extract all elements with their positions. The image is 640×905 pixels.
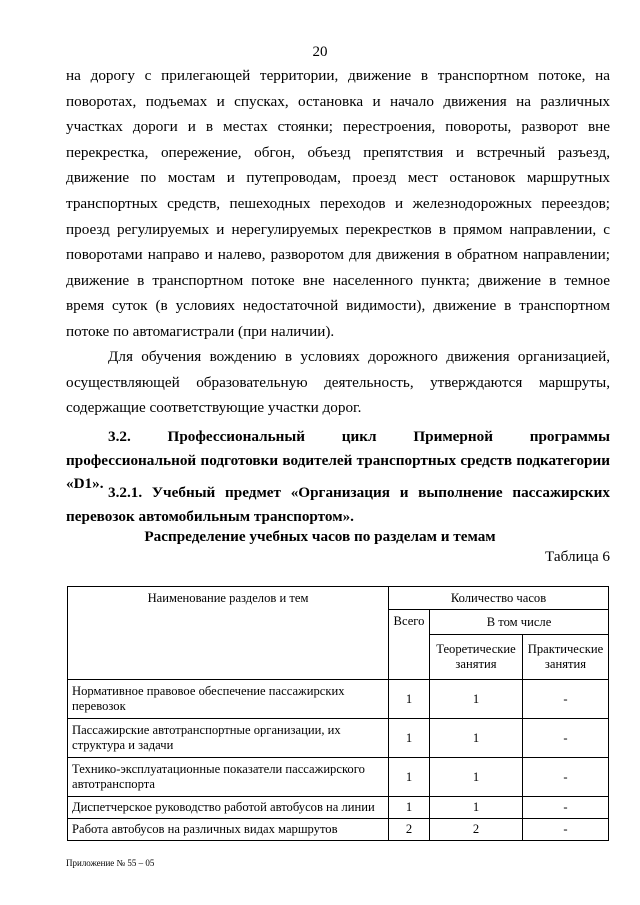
header-theory: Теоретические занятия: [430, 635, 523, 680]
header-total: Всего: [389, 610, 430, 680]
section-heading-3-2-1: 3.2.1. Учебный предмет «Организация и выполнение пассажирских перевозок автомобильным транспортом».: [66, 484, 610, 525]
row-practice: -: [523, 797, 609, 819]
header-hours: Количество часов: [389, 587, 609, 610]
table-row: [68, 797, 609, 819]
table-row: [68, 819, 609, 841]
row-topic-name: Пассажирские автотранспортные организации, их структура и задачи: [68, 719, 389, 758]
row-total: 2: [389, 819, 430, 841]
paragraph-driving-conditions: на дорогу с прилегающей территории, движение в транспортном потоке, на поворотах, подъемах и спусках, остановка и начало движения на различных участках дороги и в местах стоянки; перестроения, повороты, разворот вне перекрестка, опережение, обгон, объезд препятствия и встречный разъезд, движение по мостам и путепроводам, проезд мест остановок маршрутных транспортных средств, пешеходных переходов и железнодорожных переездов; проезд регулируемых и нерегулируемых перекрестков в прямом направлении, с поворотами направо и налево, разворотом для движения в обратном направлении; движение в транспортном потоке вне населенного пункта; движение в темное время суток (в условиях недостаточной видимости), движение в транспортном потоке по автомагистрали (при наличии).: [66, 67, 610, 340]
table-row: [68, 680, 609, 719]
distribution-title: Распределение учебных часов по разделам и темам: [144, 528, 496, 545]
row-theory: 1: [430, 680, 523, 719]
paragraph-routes: Для обучения вождению в условиях дорожного движения организацией, осуществляющей образовательную деятельность, утверждаются маршруты, содержащие соответствующие участки дорог.: [66, 348, 610, 417]
row-total: 1: [389, 680, 430, 719]
row-total: 1: [389, 758, 430, 797]
page-number: 20: [312, 44, 328, 60]
footer-appendix-ref: Приложение № 55 – 05: [66, 858, 155, 868]
table-label: Таблица 6: [545, 548, 610, 565]
row-total: 1: [389, 719, 430, 758]
row-topic-name: Нормативное правовое обеспечение пассажирских перевозок: [68, 680, 389, 719]
row-topic-name: Технико-эксплуатационные показатели пассажирского автотранспорта: [68, 758, 389, 797]
row-practice: -: [523, 758, 609, 797]
header-section-name: Наименование разделов и тем: [68, 587, 389, 680]
header-practice: Практические занятия: [523, 635, 609, 680]
row-total: 1: [389, 797, 430, 819]
row-topic-name: Работа автобусов на различных видах маршрутов: [68, 819, 389, 841]
section-heading-3-2: 3.2. Профессиональный цикл Примерной программы профессиональной подготовки водителей транспортных средств подкатегории «D1».: [66, 428, 610, 492]
table-row: [68, 719, 609, 758]
header-including: В том числе: [430, 610, 609, 635]
row-practice: -: [523, 819, 609, 841]
row-theory: 1: [430, 797, 523, 819]
row-theory: 2: [430, 819, 523, 841]
row-theory: 1: [430, 758, 523, 797]
row-theory: 1: [430, 719, 523, 758]
row-practice: -: [523, 719, 609, 758]
table-row: [68, 758, 609, 797]
row-practice: -: [523, 680, 609, 719]
row-topic-name: Диспетчерское руководство работой автобусов на линии: [68, 797, 389, 819]
hours-distribution-table: [67, 586, 609, 841]
